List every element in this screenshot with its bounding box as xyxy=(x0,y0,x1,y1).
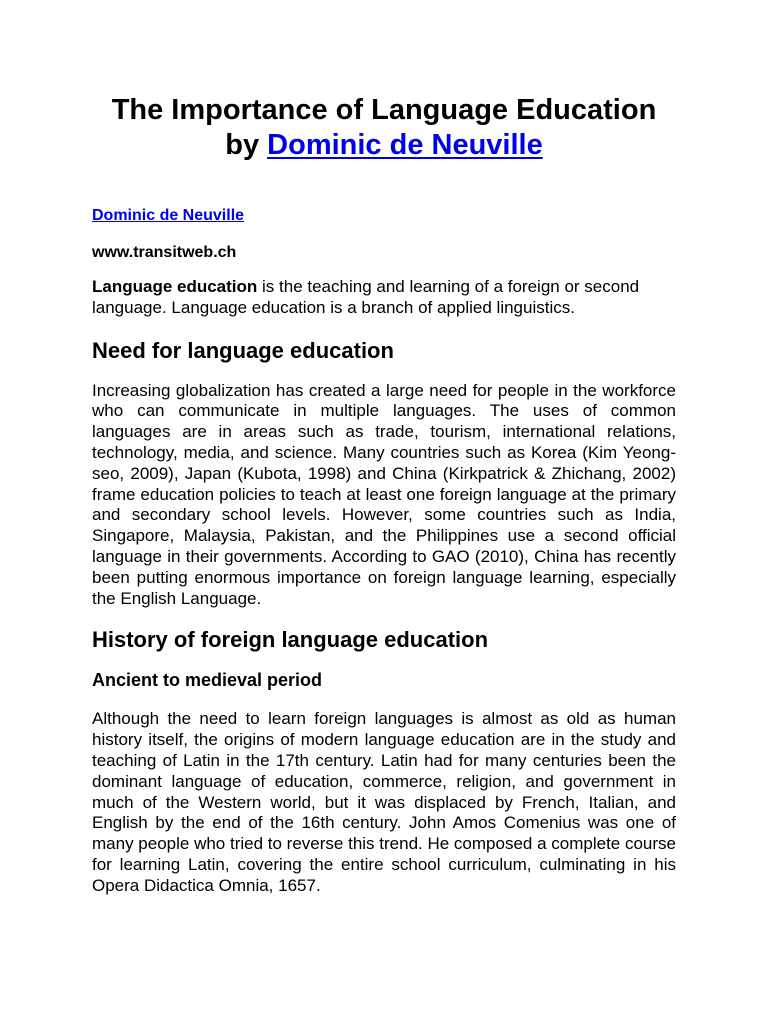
intro-text: is the teaching and learning of a foreign or second language. Language education is a branch of applied linguistics. xyxy=(92,277,640,317)
intro-bold-term: Language education xyxy=(92,277,258,296)
title-by-text: by xyxy=(225,129,268,161)
intro-paragraph xyxy=(92,277,676,319)
subheading-ancient-medieval: Ancient to medieval period xyxy=(92,670,323,691)
section-paragraph-ancient: Although the need to learn foreign languages is almost as old as human history itself, the origins of modern language education are in the study and teaching of Latin in the 17th century. Latin had for many centuries been the dominant language of education, commerce, religion, and government in much of the Western world, but it was displaced by French, Italian, and English by the end of the 16th century. John Amos Comenius was one of many people who tried to reverse this trend. He composed a complete course for learning Latin, covering the entire school curriculum, culminating in his Opera Didactica Omnia, 1657. xyxy=(92,709,676,895)
title-text: The Importance of Language Education xyxy=(111,94,657,126)
section-heading-need: Need for language education xyxy=(92,337,394,363)
section-heading-history: History of foreign language education xyxy=(92,627,489,653)
title-author-link[interactable]: Dominic de Neuville xyxy=(267,129,543,161)
section-paragraph-need: Increasing globalization has created a large need for people in the workforce who can communicate in multiple languages. The uses of common languages are in areas such as trade, tourism, international relations, technology, media, and science. Many countries such as Korea (Kim Yeong-seo, 2009), Japan (Kubota, 1998) and China (Kirkpatrick & Zhichang, 2002) frame education policies to teach at least one foreign language at the primary and secondary school levels. However, some countries such as India, Singapore, Malaysia, Pakistan, and the Philippines use a second official language in their governments. According to GAO (2010), China has recently been putting enormous importance on foreign language learning, especially the English Language. xyxy=(92,380,676,608)
author-link[interactable]: Dominic de Neuville xyxy=(92,207,245,224)
website-text: www.transitweb.ch xyxy=(92,244,237,261)
document-title xyxy=(92,0,676,163)
